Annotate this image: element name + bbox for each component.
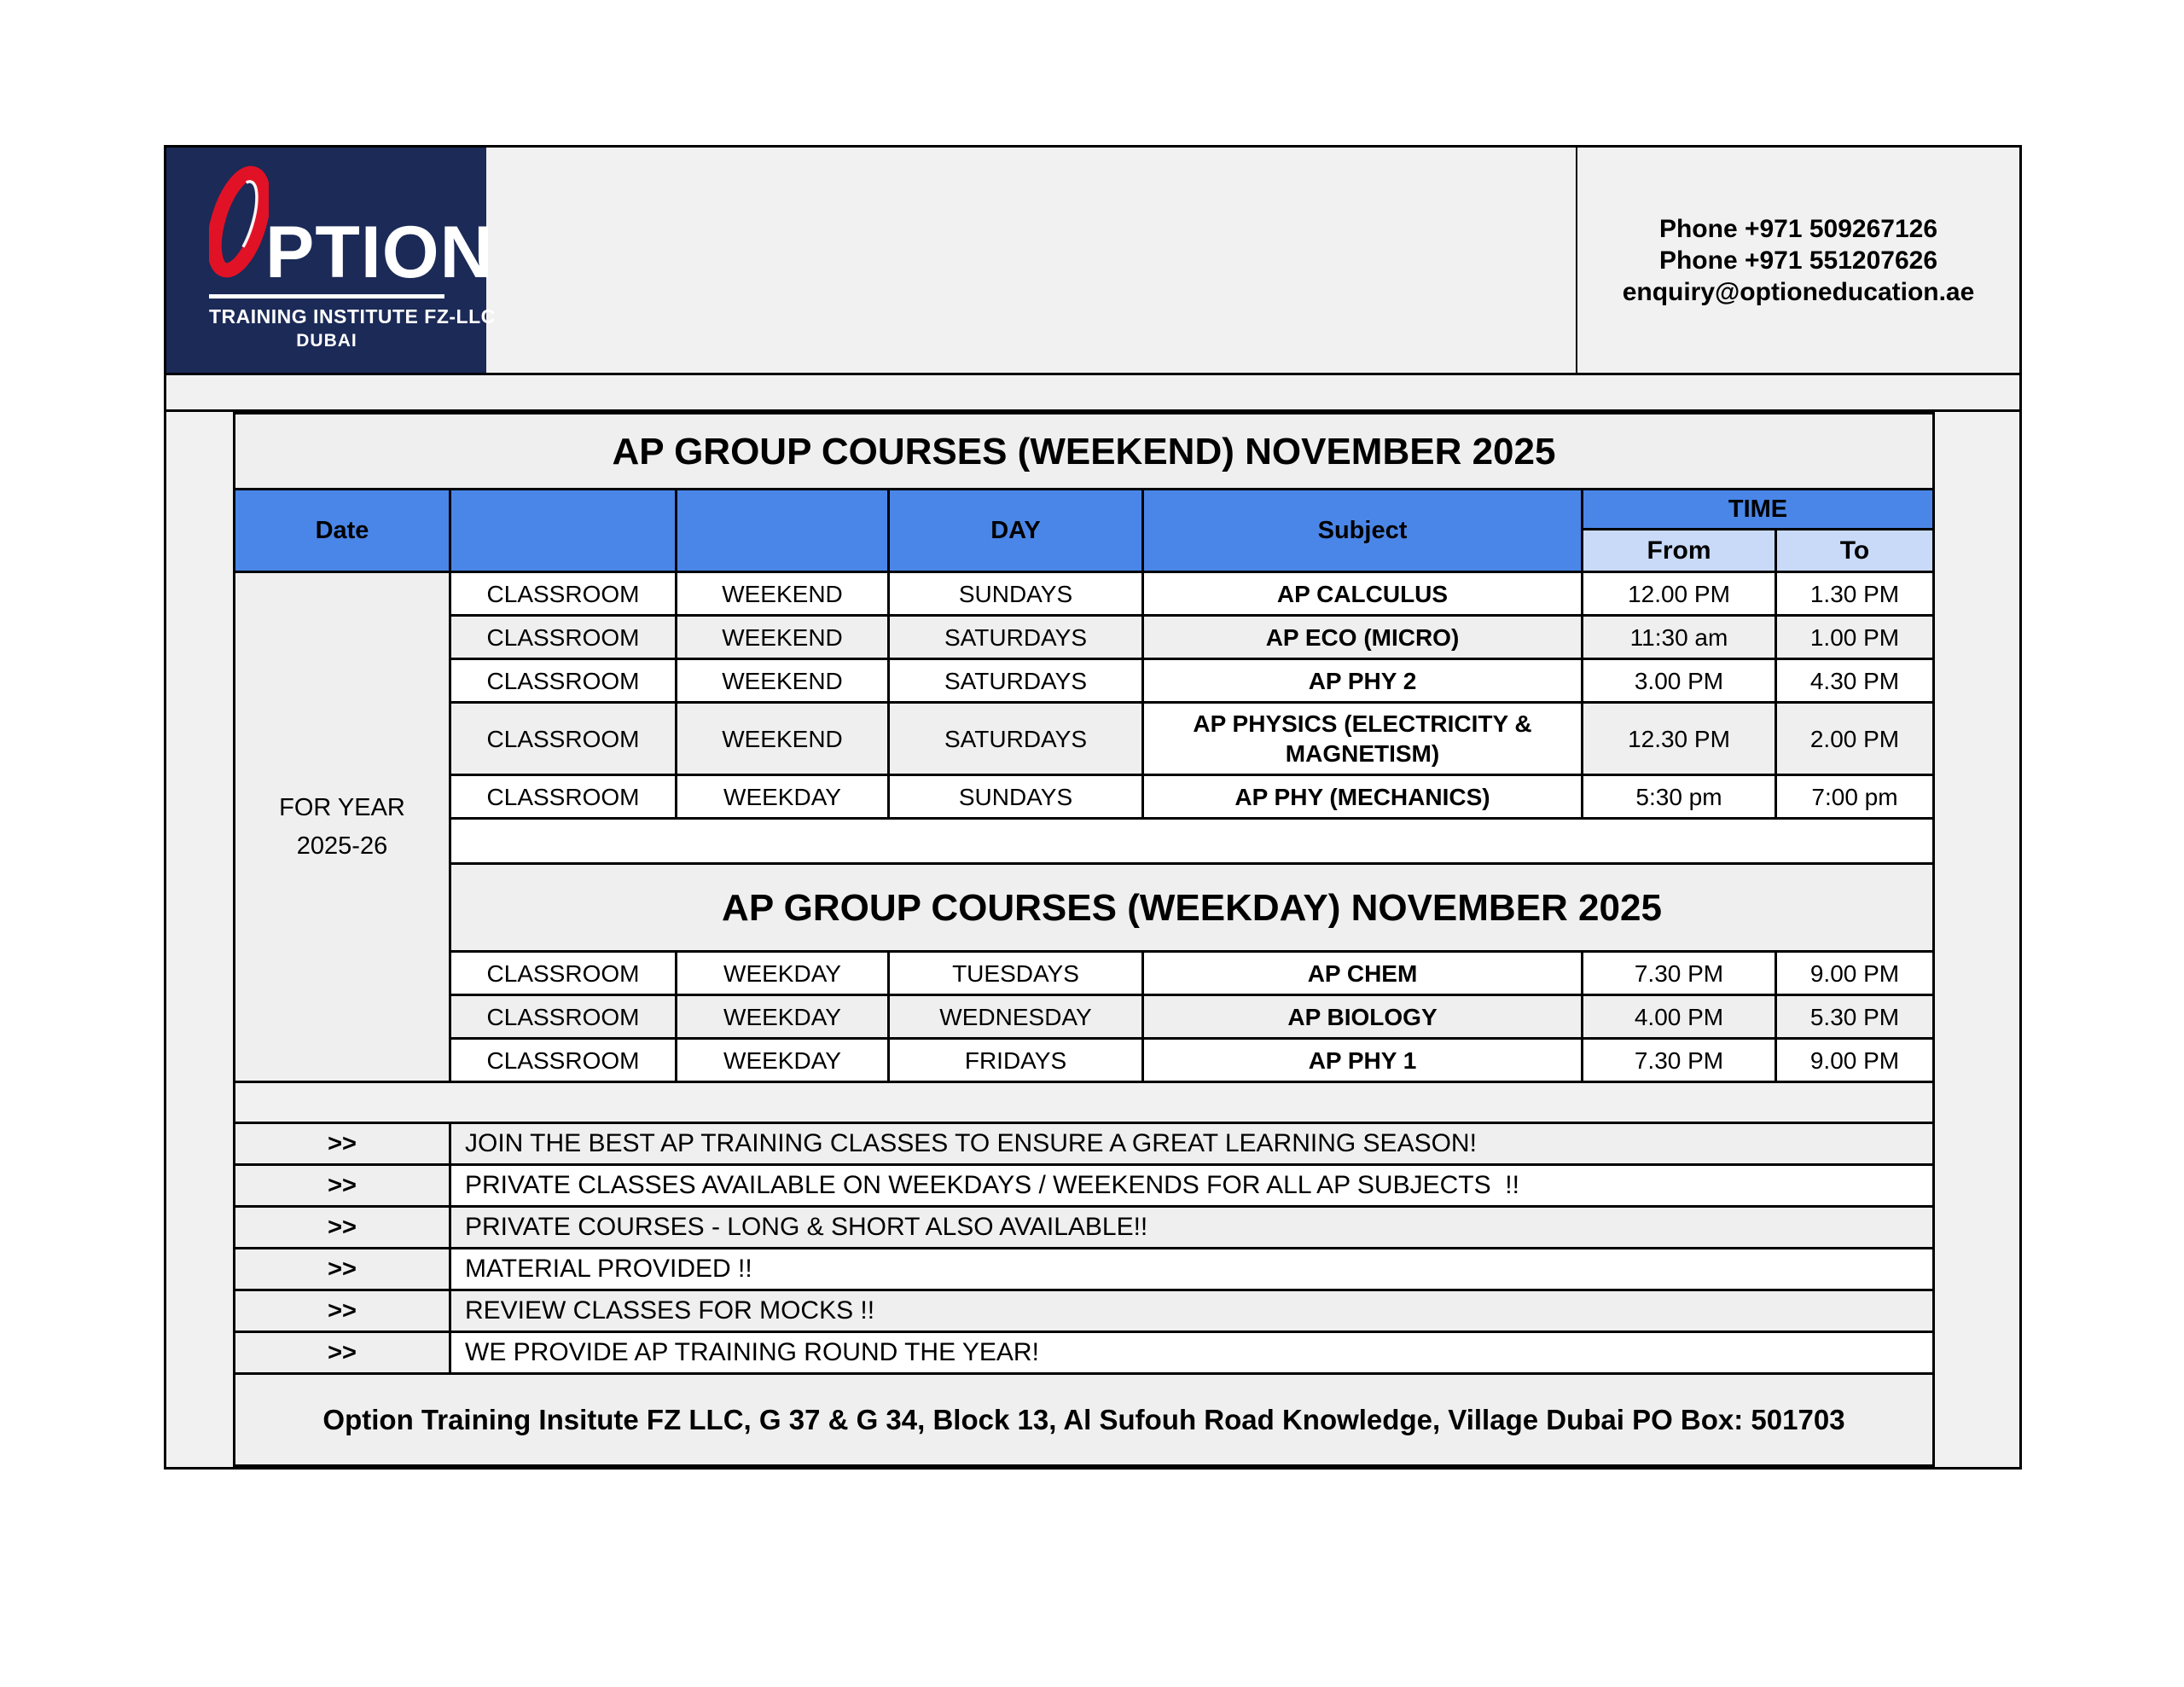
- time-from-cell: 4.00 PM: [1583, 996, 1774, 1037]
- logo-brand-text: PTION: [265, 212, 494, 294]
- day-cell: FRIDAYS: [890, 1040, 1141, 1081]
- classroom-cell: CLASSROOM: [451, 704, 675, 774]
- schedule-document: [164, 145, 2022, 1470]
- left-margin-strip: [166, 412, 233, 1467]
- classroom-cell: CLASSROOM: [451, 776, 675, 817]
- schedule-cell: WEEKDAY: [677, 1040, 887, 1081]
- note-text: PRIVATE CLASSES AVAILABLE ON WEEKDAYS / WEEKENDS FOR ALL AP SUBJECTS !!: [451, 1166, 1932, 1205]
- contact-phone-2: Phone +971 551207626: [1658, 246, 1938, 275]
- time-to-cell: 1.00 PM: [1777, 617, 1932, 658]
- header-day: DAY: [890, 490, 1141, 571]
- header-time-from: From: [1583, 530, 1774, 571]
- day-cell: SUNDAYS: [890, 776, 1141, 817]
- schedule-cell: WEEKEND: [677, 704, 887, 774]
- gap-row: [235, 1083, 1932, 1122]
- classroom-cell: CLASSROOM: [451, 996, 675, 1037]
- subject-cell: AP CHEM: [1144, 953, 1581, 994]
- time-from-cell: 7.30 PM: [1583, 1040, 1774, 1081]
- logo-subtitle: TRAINING INSTITUTE FZ-LLC: [209, 304, 496, 328]
- right-margin-strip: [1935, 412, 2019, 1467]
- schedule-cell: WEEKEND: [677, 573, 887, 614]
- header-band: [166, 148, 2019, 375]
- subject-cell: AP BIOLOGY: [1144, 996, 1581, 1037]
- time-to-cell: 5.30 PM: [1777, 996, 1932, 1037]
- date-line-1: FOR YEAR: [279, 793, 405, 821]
- time-from-cell: 7.30 PM: [1583, 953, 1774, 994]
- note-text: REVIEW CLASSES FOR MOCKS !!: [451, 1291, 1932, 1330]
- time-from-cell: 3.00 PM: [1583, 660, 1774, 701]
- time-to-cell: 1.30 PM: [1777, 573, 1932, 614]
- day-cell: SATURDAYS: [890, 660, 1141, 701]
- time-to-cell: 7:00 pm: [1777, 776, 1932, 817]
- contact-email: enquiry@optioneducation.ae: [1622, 277, 1975, 306]
- weekend-section-title: AP GROUP COURSES (WEEKEND) NOVEMBER 2025: [235, 415, 1932, 488]
- classroom-cell: CLASSROOM: [451, 660, 675, 701]
- note-marker: >>: [235, 1291, 449, 1330]
- day-cell: WEDNESDAY: [890, 996, 1141, 1037]
- header-time: TIME: [1583, 490, 1932, 528]
- address-footer: Option Training Insitute FZ LLC, G 37 & G 34, Block 13, Al Sufouh Road Knowledge, Village Dubai PO Box: 501703: [235, 1375, 1932, 1464]
- note-text: PRIVATE COURSES - LONG & SHORT ALSO AVAILABLE!!: [451, 1208, 1932, 1247]
- header-time-to: To: [1777, 530, 1932, 571]
- time-to-cell: 4.30 PM: [1777, 660, 1932, 701]
- day-cell: SATURDAYS: [890, 704, 1141, 774]
- spacer-band: [166, 375, 2019, 412]
- note-text: JOIN THE BEST AP TRAINING CLASSES TO ENSURE A GREAT LEARNING SEASON!: [451, 1124, 1932, 1163]
- header-subject: Subject: [1144, 490, 1581, 571]
- logo-inner: [209, 170, 496, 351]
- logo-city: DUBAI: [296, 330, 357, 351]
- classroom-cell: CLASSROOM: [451, 1040, 675, 1081]
- logo-wordmark: [209, 170, 494, 294]
- logo: [166, 148, 496, 373]
- subject-cell: AP ECO (MICRO): [1144, 617, 1581, 658]
- schedule-cell: WEEKDAY: [677, 776, 887, 817]
- note-text: WE PROVIDE AP TRAINING ROUND THE YEAR!: [451, 1333, 1932, 1372]
- classroom-cell: CLASSROOM: [451, 573, 675, 614]
- header-blank-1: [451, 490, 675, 571]
- subject-cell: AP PHY 2: [1144, 660, 1581, 701]
- time-from-cell: 11:30 am: [1583, 617, 1774, 658]
- note-marker: >>: [235, 1166, 449, 1205]
- time-from-cell: 5:30 pm: [1583, 776, 1774, 817]
- classroom-cell: CLASSROOM: [451, 617, 675, 658]
- header-blank-2: [677, 490, 887, 571]
- schedule-cell: WEEKDAY: [677, 953, 887, 994]
- note-marker: >>: [235, 1333, 449, 1372]
- subject-cell: AP PHY 1: [1144, 1040, 1581, 1081]
- time-to-cell: 9.00 PM: [1777, 953, 1932, 994]
- time-to-cell: 2.00 PM: [1777, 704, 1932, 774]
- logo-swoosh-icon: [209, 165, 269, 282]
- empty-row: [451, 820, 1932, 862]
- header-date: Date: [235, 490, 449, 571]
- time-from-cell: 12.30 PM: [1583, 704, 1774, 774]
- schedule-cell: WEEKEND: [677, 617, 887, 658]
- subject-cell: AP PHYSICS (ELECTRICITY & MAGNETISM): [1144, 704, 1581, 774]
- subject-cell: AP CALCULUS: [1144, 573, 1581, 614]
- contact-phone-1: Phone +971 509267126: [1658, 214, 1938, 243]
- header-spacer: [486, 148, 1576, 373]
- day-cell: TUESDAYS: [890, 953, 1141, 994]
- classroom-cell: CLASSROOM: [451, 953, 675, 994]
- course-table: [233, 412, 1935, 1467]
- schedule-cell: WEEKEND: [677, 660, 887, 701]
- note-text: MATERIAL PROVIDED !!: [451, 1249, 1932, 1289]
- date-line-2: 2025-26: [296, 832, 388, 860]
- note-marker: >>: [235, 1208, 449, 1247]
- day-cell: SATURDAYS: [890, 617, 1141, 658]
- note-marker: >>: [235, 1124, 449, 1163]
- day-cell: SUNDAYS: [890, 573, 1141, 614]
- time-to-cell: 9.00 PM: [1777, 1040, 1932, 1081]
- contact-block: [1576, 148, 2019, 373]
- content-area: [166, 412, 2019, 1467]
- subject-cell: AP PHY (MECHANICS): [1144, 776, 1581, 817]
- time-from-cell: 12.00 PM: [1583, 573, 1774, 614]
- note-marker: >>: [235, 1249, 449, 1289]
- date-merged-cell: [235, 573, 449, 1081]
- weekday-section-title: AP GROUP COURSES (WEEKDAY) NOVEMBER 2025: [451, 865, 1932, 950]
- schedule-cell: WEEKDAY: [677, 996, 887, 1037]
- logo-underline: [209, 294, 444, 299]
